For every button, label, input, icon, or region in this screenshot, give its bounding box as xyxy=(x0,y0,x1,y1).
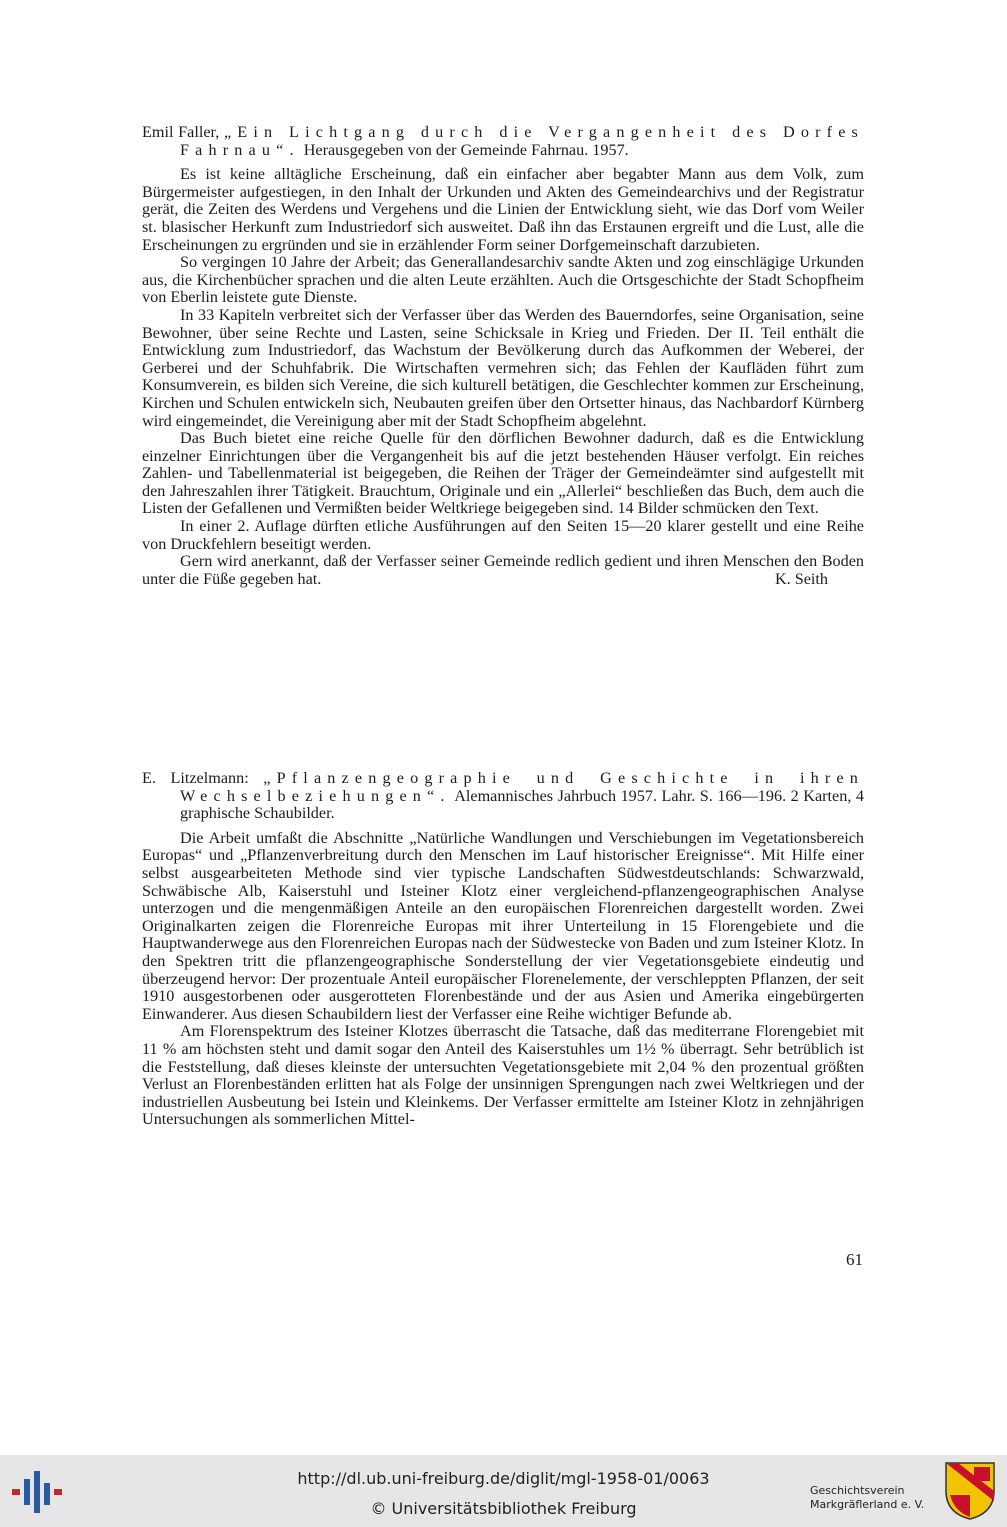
entry-heading xyxy=(142,770,864,823)
society-name-line1: Geschichtsverein xyxy=(810,1484,905,1497)
society-name xyxy=(810,1484,940,1512)
review-entry-litzelmann xyxy=(142,770,864,1129)
reviewer-signature: K. Seith xyxy=(774,569,828,588)
page-number: 61 xyxy=(846,1250,863,1269)
society-name-line2: Markgräflerland e. V. xyxy=(810,1498,925,1511)
entry-publication: Herausgegeben von der Gemeinde Fahrnau. 1957. xyxy=(299,140,629,159)
document-url-link[interactable]: http://dl.ub.uni-freiburg.de/diglit/mgl-1958-01/0063 xyxy=(297,1469,710,1488)
entry-title: „Pflanzengeographie und Geschichte in ihren Wechselbeziehungen“. xyxy=(180,769,864,805)
review-paragraph: In 33 Kapiteln verbreitet sich der Verfasser über das Werden des Bauerndorfes, seine Organisation, seine Bewohner, über seine Rechte und Lasten, seine Schicksale in Krieg und Frieden. Der II. Teil enthält die Entwicklung zum Industriedorf, das Wachstum der Bevölkerung durch das Aufkommen der Weberei, der Gerberei und der Schuhfabrik. Die Wirtschaften vermehren sich; das Fehlen der Kaufläden führt zum Konsumverein, es bilden sich Vereine, die sich kulturell betätigen, die Geschlechter kommen zur Erscheinung, Kirchen und Schulen entwickeln sich, Neubauten greifen über den Ortsetter hinaus, das Nachbardorf Kürnberg wird eingemeindet, die Vereinigung aber mit der Stadt Schopfheim abgelehnt. xyxy=(142,305,864,430)
viewer-footer xyxy=(0,1455,1007,1527)
review-paragraph: Es ist keine alltägliche Erscheinung, daß ein einfacher aber begabter Mann aus dem Volk, zum Bürgermeister aufgestiegen, in den Inhalt der Urkunden und Akten des Gemeindearchivs und der Registratur gerät, die Zeiten des Werdens und Vergehens und die Linien der Entwicklung sieht, wie das Dorf vom Weiler st. blasischer Herkunft zum Industriedorf sich ausweitet. Daß ihn das Erstaunen ergreift und die Lust, alle die Erscheinungen zu ergründen und sie in erzählender Form seiner Dorfgemeinschaft darzubieten. xyxy=(142,165,864,254)
review-paragraph: Das Buch bietet eine reiche Quelle für den dörflichen Bewohner dadurch, daß es die Entwicklung einzelner Einrichtungen über die Vergangenheit bis auf die jetzt bestehenden Häuser verfolgt. Ein reiches Zahlen- und Tabellenmaterial ist beigegeben, die Reihen der Träger der Gemeindeämter sind aufgestellt mit den Jahreszahlen ihrer Tätigkeit. Brauchtum, Originale und ein „Allerlei“ beschließen das Buch, dem auch die Listen der Gefallenen und Vermißten beider Weltkriege beigegeben sind. 14 Bilder schmücken den Text. xyxy=(142,429,864,518)
review-paragraph-last xyxy=(142,553,864,588)
review-paragraph: Am Florenspektrum des Isteiner Klotzes überrascht die Tatsache, daß das mediterrane Florengebiet mit 11 % am höchsten steht und damit sogar den Anteil des Kaiserstuhles um 1½ % überragt. Sehr betrüblich ist die Feststellung, daß dieses kleinste der untersuchten Vegetationsgebiete mit 2,04 % den prozentual größten Verlust an Florenbeständen erlitten hat als Folge der unsinnigen Sprengungen nach zwei Weltkriegen und der industriellen Ausbeutung bei Istein und Kleinkems. Der Verfasser ermittelte am Isteiner Klotz in zehnjährigen Untersuchungen als sommerlichen Mittel- xyxy=(142,1022,864,1129)
entry-title: „Ein Lichtgang durch die Vergangenheit des Dorfes Fahrnau“. xyxy=(180,123,864,159)
coat-of-arms-icon[interactable] xyxy=(944,1461,996,1521)
review-paragraph: Die Arbeit umfaßt die Abschnitte „Natürliche Wandlungen und Verschiebungen im Vegetationsbereich Europas“ und „Pflanzenverbreitung durch den Menschen im Lauf historischer Ereignisse“. Mit Hilfe einer selbst ausgearbeiteten Methode sind vier typische Landschaften Südwestdeutschlands: Schwarzwald, Schwäbische Alb, Kaiserstuhl und Isteiner Klotz einer vergleichend-pflanzengeographischen Analyse unterzogen und die mengenmäßigen Anteile an den europäischen Florenreichen dargestellt worden. Zwei Originalkarten zeigen die Florenreiche Europas mit ihrer Unterteilung in 15 Florengebiete und die Hauptwanderwege aus den Florenreichen Europas nach der Südwestecke von Baden und zum Isteiner Klotz. In den Spektren tritt die pflanzengeographische Sonderstellung der vier Vegetationsgebiete eindeutig und überzeugend hervor: Der prozentuale Anteil europäischer Florenelemente, der verschleppten Pflanzen, der seit 1910 ausgestorbenen oder ausgerotteten Florenbestände und der aus Asien und Amerika eingebürgerten Einwanderer. Aus diesen Schaubildern liest der Verfasser eine Reihe wichtiger Befunde ab. xyxy=(142,828,864,1023)
entry-publication: Alemannisches Jahrbuch 1957. Lahr. S. 166—196. 2 Karten, 4 graphische Schaubilder. xyxy=(180,786,864,823)
last-paragraph-text: Gern wird anerkannt, daß der Verfasser seiner Gemeinde redlich gedient und ihren Menschen den Boden unter die Füße gegeben hat. xyxy=(142,552,864,588)
entry-heading xyxy=(142,124,864,159)
entry-author: E. Litzelmann: xyxy=(142,769,264,787)
review-paragraph: In einer 2. Auflage dürften etliche Ausführungen auf den Seiten 15—20 klarer gestellt und eine Reihe von Druckfehlern beseitigt werden. xyxy=(142,517,864,553)
copyright-text: © Universitätsbibliothek Freiburg xyxy=(370,1499,637,1518)
review-entry-faller xyxy=(142,124,864,588)
review-paragraph: So vergingen 10 Jahre der Arbeit; das Generallandesarchiv sandte Akten und zog einschlägige Urkunden aus, die Kirchenbücher sprachen und die alten Leute erzählten. Auch die Ortsgeschichte der Stadt Schopfheim von Eberlin leistete gute Dienste. xyxy=(142,253,864,307)
entry-author: Emil Faller, xyxy=(142,123,224,141)
